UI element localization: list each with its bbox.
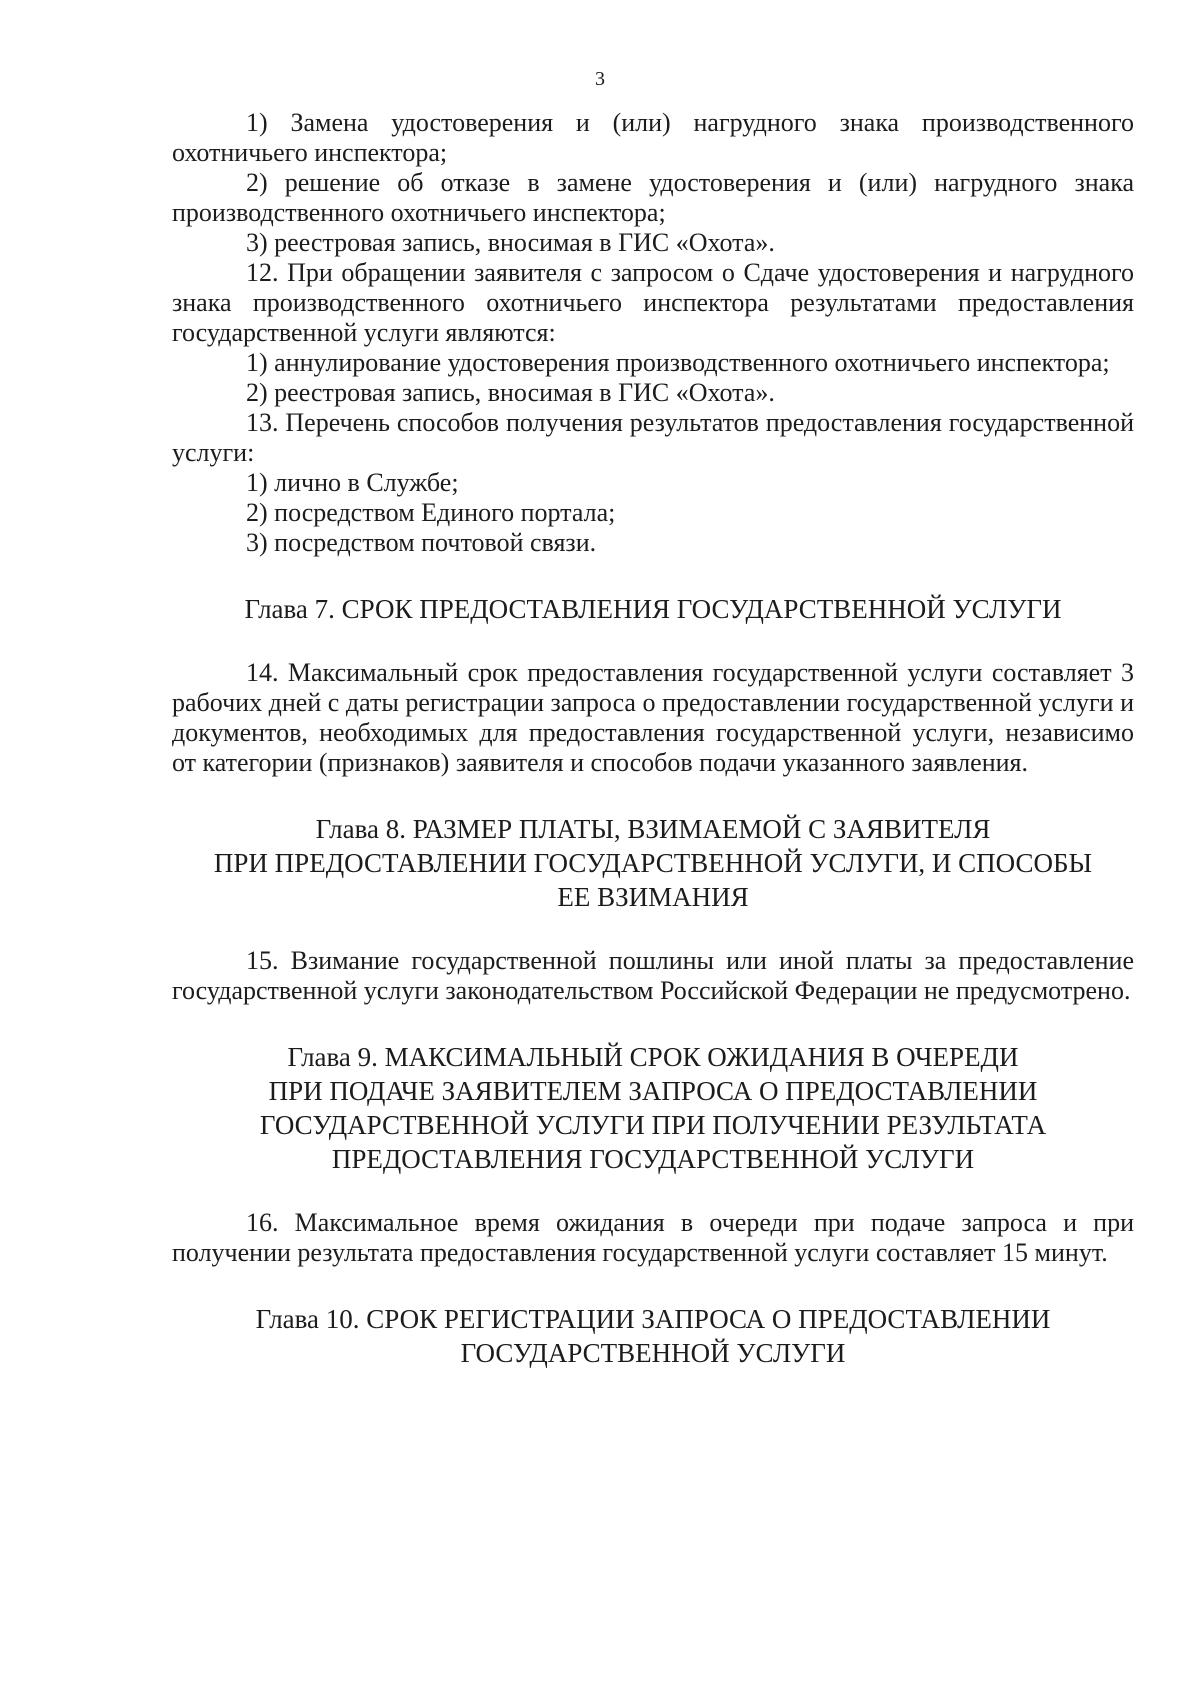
chapter-9-heading-line-1: Глава 9. МАКСИМАЛЬНЫЙ СРОК ОЖИДАНИЯ В ОЧЕРЕДИ — [287, 1042, 1019, 1072]
paragraph-13-item-2: 2) посредством Единого портала; — [246, 498, 616, 527]
chapter-9-heading-line-2: ПРИ ПОДАЧЕ ЗАЯВИТЕЛЕМ ЗАПРОСА О ПРЕДОСТАВЛЕНИИ — [268, 1076, 1038, 1106]
chapter-9-heading-line-4: ПРЕДОСТАВЛЕНИЯ ГОСУДАРСТВЕННОЙ УСЛУГИ — [331, 1144, 975, 1174]
chapter-9-heading — [172, 1040, 1134, 1176]
document-body — [172, 108, 1134, 1370]
paragraph-15: 15. Взимание государственной пошлины или иной платы за предоставление государственной услуги законодательством Российской Федерации не предусмотрено. — [172, 946, 1134, 1005]
chapter-10-heading — [172, 1302, 1134, 1370]
chapter-8-heading-line-2: ПРИ ПРЕДОСТАВЛЕНИИ ГОСУДАРСТВЕННОЙ УСЛУГИ, И СПОСОБЫ — [213, 848, 1093, 878]
paragraph-13-item-3: 3) посредством почтовой связи. — [246, 528, 597, 557]
chapter-8-heading-line-3: ЕЕ ВЗИМАНИЯ — [557, 882, 749, 912]
chapter-8-heading-line-1: Глава 8. РАЗМЕР ПЛАТЫ, ВЗИМАЕМОЙ С ЗАЯВИТЕЛЯ — [315, 814, 991, 844]
paragraph-12-item-1: 1) аннулирование удостоверения производственного охотничьего инспектора; — [246, 348, 1110, 377]
chapter-8-heading — [172, 812, 1134, 914]
paragraph-12: 12. При обращении заявителя с запросом о Сдаче удостоверения и нагрудного знака производственного охотничьего инспектора результатами предоставления государственной услуги являются: — [172, 258, 1134, 347]
chapter-9-heading-line-3: ГОСУДАРСТВЕННОЙ УСЛУГИ ПРИ ПОЛУЧЕНИИ РЕЗУЛЬТАТА — [259, 1110, 1047, 1140]
paragraph-13: 13. Перечень способов получения результатов предоставления государственной услуги: — [172, 408, 1134, 467]
paragraph-11-item-3: 3) реестровая запись, вносимая в ГИС «Охота». — [246, 228, 775, 257]
paragraph-11-item-2: 2) решение об отказе в замене удостоверения и (или) нагрудного знака производственного охотничьего инспектора; — [172, 168, 1134, 227]
chapter-7-heading-line: Глава 7. СРОК ПРЕДОСТАВЛЕНИЯ ГОСУДАРСТВЕННОЙ УСЛУГИ — [244, 594, 1062, 624]
paragraph-16: 16. Максимальное время ожидания в очереди при подаче запроса и при получении результата предоставления государственной услуги составляет 15 минут. — [172, 1208, 1134, 1267]
paragraph-14: 14. Максимальный срок предоставления государственной услуги составляет 3 рабочих дней с даты регистрации запроса о предоставлении государственной услуги и документов, необходимых для предоставления государственной услуги, независимо от категории (признаков) заявителя и способов подачи указанного заявления. — [172, 658, 1134, 777]
paragraph-13-item-1: 1) лично в Службе; — [246, 468, 459, 497]
chapter-10-heading-line-2: ГОСУДАРСТВЕННОЙ УСЛУГИ — [460, 1338, 846, 1368]
paragraph-12-item-2: 2) реестровая запись, вносимая в ГИС «Охота». — [246, 378, 775, 407]
chapter-10-heading-line-1: Глава 10. СРОК РЕГИСТРАЦИИ ЗАПРОСА О ПРЕДОСТАВЛЕНИИ — [255, 1304, 1051, 1334]
paragraph-11-item-1: 1) Замена удостоверения и (или) нагрудного знака производственного охотничьего инспектора; — [172, 108, 1134, 167]
chapter-7-heading — [172, 592, 1134, 626]
page-number: 3 — [595, 68, 605, 90]
